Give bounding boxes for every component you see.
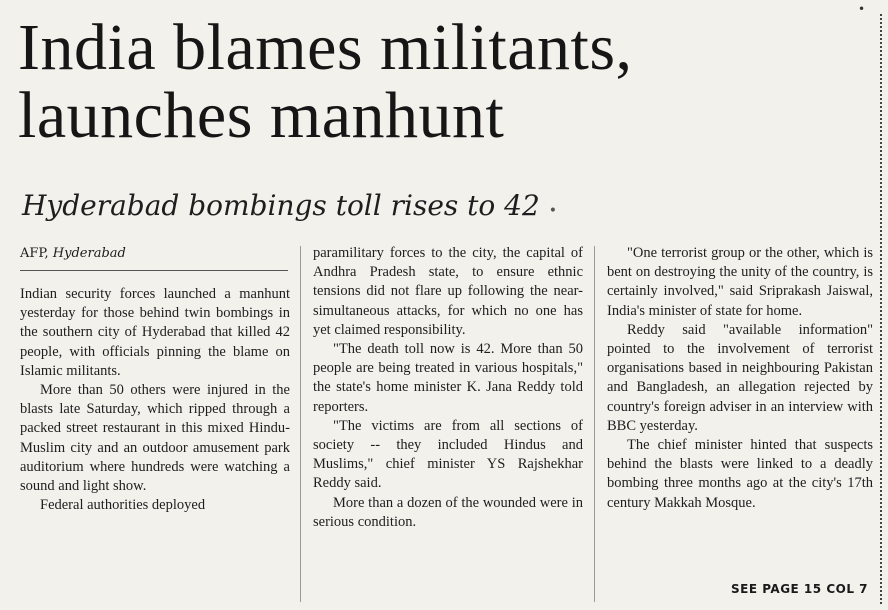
paragraph: "One terrorist group or the other, which is bent on destroying the unity of the country, is certainly involved," said Sriprakash Jaiswal, India's minister of state for home. <box>607 245 873 319</box>
paragraph: Reddy said "available information" pointed to the involvement of terrorist organisations based in neighbouring Pakistan and Bangladesh, an allegation rejected by country's foreign adviser in an interview with BBC yesterday. <box>607 321 873 434</box>
byline-agency: AFP, <box>20 246 49 261</box>
headline-line-1: India blames militants, <box>18 11 633 84</box>
dotted-column-rule <box>880 14 882 604</box>
continued-on-page-link[interactable]: SEE PAGE 15 COL 7 <box>731 582 868 596</box>
headline <box>18 11 858 152</box>
paragraph: Federal authorities deployed <box>40 497 206 514</box>
byline-rule <box>20 270 288 271</box>
byline <box>20 246 126 262</box>
subheadline-dot: • <box>548 203 557 219</box>
paragraph: More than a dozen of the wounded were in serious condition. <box>313 494 583 530</box>
paragraph: Indian security forces launched a manhunt yesterday for those behind twin bombings in the southern city of Hyderabad that killed 42 people, with officials pinning the blame on Islamic militants. <box>20 286 290 379</box>
paragraph: paramilitary forces to the city, the capital of Andhra Pradesh state, to ensure ethnic tensions did not flare up following the near-simultaneous attacks, for which no one has yet claimed responsibility. <box>313 245 583 338</box>
byline-place: Hyderabad <box>52 246 126 261</box>
subheadline-text: Hyderabad bombings toll rises to 42 <box>22 189 540 222</box>
article-column-2 <box>313 244 583 532</box>
paragraph: The chief minister hinted that suspects behind the blasts were linked to a deadly bombing three months ago at the city's 17th century Makkah Mosque. <box>607 437 873 511</box>
article-column-3 <box>607 244 873 513</box>
paragraph: "The victims are from all sections of society -- they included Hindus and Muslims," chief minister YS Rajshekhar Reddy said. <box>313 417 583 492</box>
paragraph: "The death toll now is 42. More than 50 people are being treated in various hospitals," the state's home minister K. Jana Reddy told reporters. <box>313 341 583 415</box>
corner-mark: • <box>858 2 866 16</box>
headline-line-2: launches manhunt <box>18 79 505 152</box>
paragraph: More than 50 others were injured in the blasts late Saturday, which ripped through a packed street restaurant in this mixed Hindu-Muslim city and an outdoor amusement park auditorium where hundreds were watching a sound and light show. <box>20 382 290 495</box>
article-column-1 <box>20 285 290 515</box>
column-rule <box>594 246 595 602</box>
column-rule <box>300 246 301 602</box>
subheadline <box>22 188 557 229</box>
